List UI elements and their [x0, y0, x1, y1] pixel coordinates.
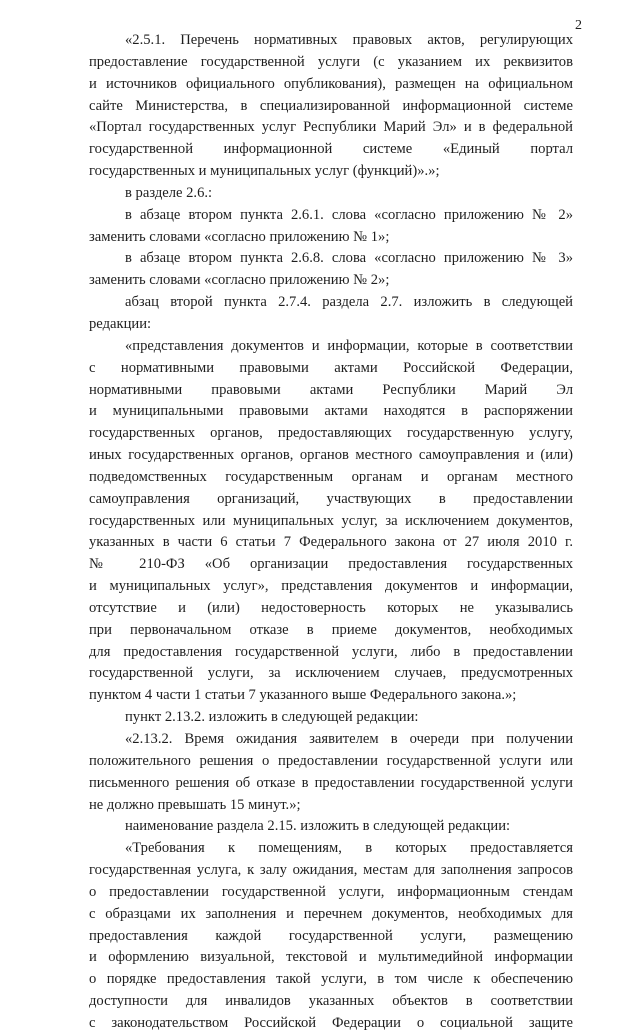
text-line: иных государственных органов, органов местного самоуправления и (или)	[89, 447, 573, 464]
text-line: письменного решения об отказе в предоставлении государственной услуги	[89, 774, 573, 791]
text-line: самоуправления организаций, участвующих в предоставлении	[89, 490, 573, 507]
text-line: с законодательством Российской Федерации о социальной защите	[89, 1014, 573, 1031]
text-line: сайте Министерства, в специализированной информационной системе	[89, 97, 573, 114]
text-line: «Требования к помещениям, в которых предоставляется	[125, 840, 573, 857]
text-line: «Портал государственных услуг Республики Марий Эл» и в федеральной	[89, 119, 573, 136]
text-line: не должно превышать 15 минут.»;	[89, 796, 301, 813]
text-line: с образцами их заполнения и перечнем документов, необходимых для	[89, 905, 573, 922]
text-line: в разделе 2.6.:	[125, 184, 213, 201]
text-line: государственных органов, предоставляющих государственную услугу,	[89, 425, 573, 442]
text-line: и муниципальных услуг», представления документов и информации,	[89, 578, 573, 595]
text-line: подведомственных государственным органам и органам местного	[89, 468, 573, 485]
text-line: и муниципальными правовыми актами находятся в распоряжении	[89, 403, 573, 420]
text-line: и оформлению визуальной, текстовой и мультимедийной информации	[89, 949, 573, 966]
text-line: заменить словами «согласно приложению № 1»;	[89, 228, 390, 245]
text-line: отсутствие и (или) недостоверность которых не указывались	[89, 599, 573, 616]
text-line: в абзаце втором пункта 2.6.1. слова «согласно приложению № 2»	[125, 206, 573, 223]
text-line: абзац второй пункта 2.7.4. раздела 2.7. изложить в следующей	[125, 294, 573, 311]
text-line: государственных или муниципальных услуг, за исключением документов,	[89, 512, 573, 529]
text-line: государственная услуга, к залу ожидания, местам для заполнения запросов	[89, 862, 573, 879]
text-line: «2.5.1. Перечень нормативных правовых актов, регулирующих	[125, 32, 573, 48]
text-line: пунктом 4 части 1 статьи 7 указанного выше Федерального закона.»;	[89, 687, 517, 704]
text-line: предоставление государственной услуги (с указанием их реквизитов	[89, 53, 573, 70]
text-line: наименование раздела 2.15. изложить в следующей редакции:	[125, 818, 511, 835]
text-line: редакции:	[89, 315, 152, 332]
text-line: «2.13.2. Время ожидания заявителем в очереди при получении	[125, 731, 573, 747]
text-line: государственной информационной системе «Единый портал	[89, 141, 573, 158]
text-line: № 210-ФЗ «Об организации предоставления государственных	[89, 556, 573, 573]
text-line: о предоставлении государственной услуги, информационным стендам	[89, 883, 573, 900]
text-line: для предоставления государственной услуги, либо в предоставлении	[89, 643, 573, 660]
text-line: о порядке предоставления такой услуги, в том числе к обеспечению	[89, 971, 573, 988]
text-line: предоставления каждой государственной услуги, размещению	[89, 927, 573, 944]
text-line: государственных и муниципальных услуг (функций)».»;	[89, 163, 440, 180]
page-number: 2	[575, 18, 582, 33]
text-line: и источников официального опубликования), размещен на официальном	[89, 75, 573, 92]
text-line: «представления документов и информации, которые в соответствии	[125, 337, 573, 354]
text-line: пункт 2.13.2. изложить в следующей редакции:	[125, 709, 419, 726]
text-line: в абзаце втором пункта 2.6.8. слова «согласно приложению № 3»	[125, 250, 573, 267]
text-line: доступности для инвалидов указанных объектов в соответствии	[89, 993, 573, 1010]
text-line: при первоначальном отказе в приеме документов, необходимых	[89, 621, 573, 638]
text-line: государственной услуги, за исключением случаев, предусмотренных	[89, 665, 573, 682]
document-body	[89, 30, 573, 1035]
text-line: положительного решения о предоставлении государственной услуги или	[89, 752, 573, 769]
text-line: нормативными правовыми актами Республики Марий Эл	[89, 381, 573, 398]
text-line: с нормативными правовыми актами Российской Федерации,	[89, 359, 573, 376]
text-line: заменить словами «согласно приложению № 2»;	[89, 272, 390, 289]
text-line: указанных в части 6 статьи 7 Федерального закона от 27 июля 2010 г.	[89, 534, 573, 551]
